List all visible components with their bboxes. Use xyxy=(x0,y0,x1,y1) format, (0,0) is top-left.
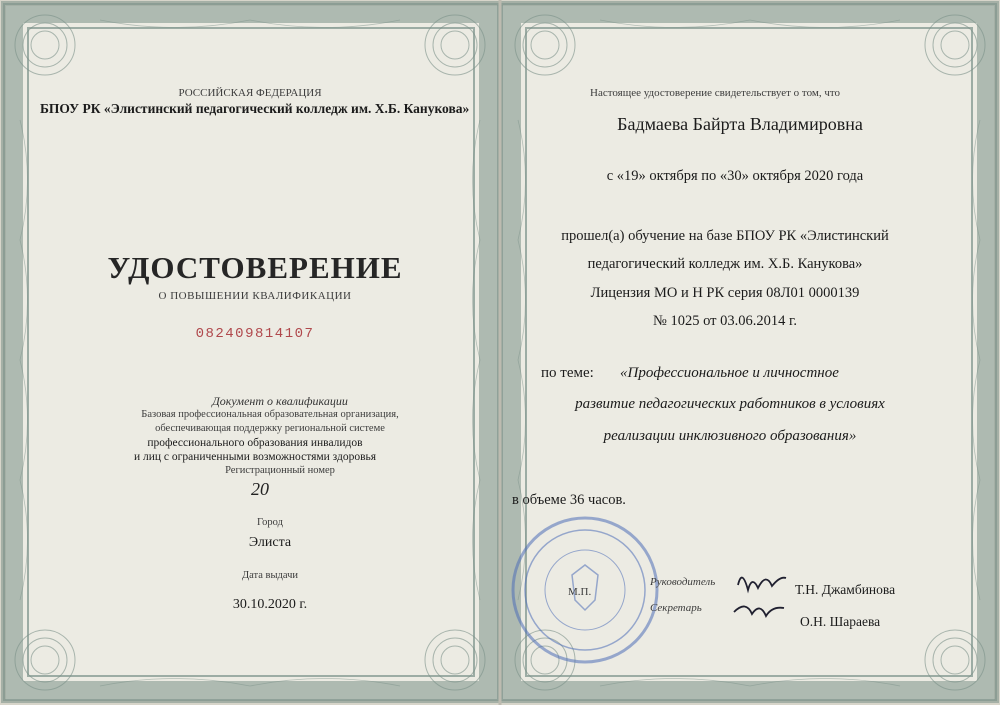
head-name: Т.Н. Джамбинова xyxy=(795,582,896,597)
stamp-label: М.П. xyxy=(568,586,592,598)
training-line-1: прошел(а) обучение на базе БПОУ РК «Элистинский xyxy=(561,228,889,244)
registration-number: 20 xyxy=(251,479,269,499)
intro-text: Настоящее удостоверение свидетельствует о том, что xyxy=(590,87,841,99)
org-line-2: обеспечивающая поддержку региональной системе xyxy=(155,423,385,434)
training-line-3: Лицензия МО и Н РК серия 08Л01 0000139 xyxy=(590,285,860,301)
document-number: 082409814107 xyxy=(195,326,315,342)
holder-name: Бадмаева Байрта Владимировна xyxy=(617,114,863,134)
training-line-2: педагогический колледж им. Х.Б. Канукова» xyxy=(587,256,863,272)
topic-prefix: по теме: xyxy=(541,365,594,381)
topic-line-1: «Профессиональное и личностное xyxy=(620,365,839,381)
city-label: Город xyxy=(257,517,283,528)
issue-date-label: Дата выдачи xyxy=(241,570,299,581)
institution-header: БПОУ РК «Элистинский педагогический колледж им. Х.Б. Канукова» xyxy=(40,101,470,116)
secretary-label: Секретарь xyxy=(650,602,702,614)
topic-line-3: реализации инклюзивного образования» xyxy=(603,428,857,444)
topic-line-2: развитие педагогических работников в условиях xyxy=(575,396,885,412)
org-line-3: профессионального образования инвалидов xyxy=(147,437,363,449)
city-value: Элиста xyxy=(248,535,292,550)
issue-date-value: 30.10.2020 г. xyxy=(232,597,308,612)
document-title: УДОСТОВЕРЕНИЕ xyxy=(107,250,403,285)
qualification-doc-label: Документ о квалификации xyxy=(212,394,348,408)
document-subtitle: О ПОВЫШЕНИИ КВАЛИФИКАЦИИ xyxy=(158,290,352,302)
secretary-name: О.Н. Шараева xyxy=(800,614,881,629)
org-line-1: Базовая профессиональная образовательная организация, xyxy=(141,409,399,420)
hours-volume: в объеме 36 часов. xyxy=(512,492,626,508)
training-period: с «19» октября по «30» октября 2020 года xyxy=(606,168,864,184)
training-line-4: № 1025 от 03.06.2014 г. xyxy=(653,313,797,329)
org-line-4: и лиц с ограниченными возможностями здоровья xyxy=(133,451,377,463)
registration-label: Регистрационный номер xyxy=(225,465,335,476)
country-label: РОССИЙСКАЯ ФЕДЕРАЦИЯ xyxy=(178,87,322,99)
head-label: Руководитель xyxy=(650,576,716,588)
